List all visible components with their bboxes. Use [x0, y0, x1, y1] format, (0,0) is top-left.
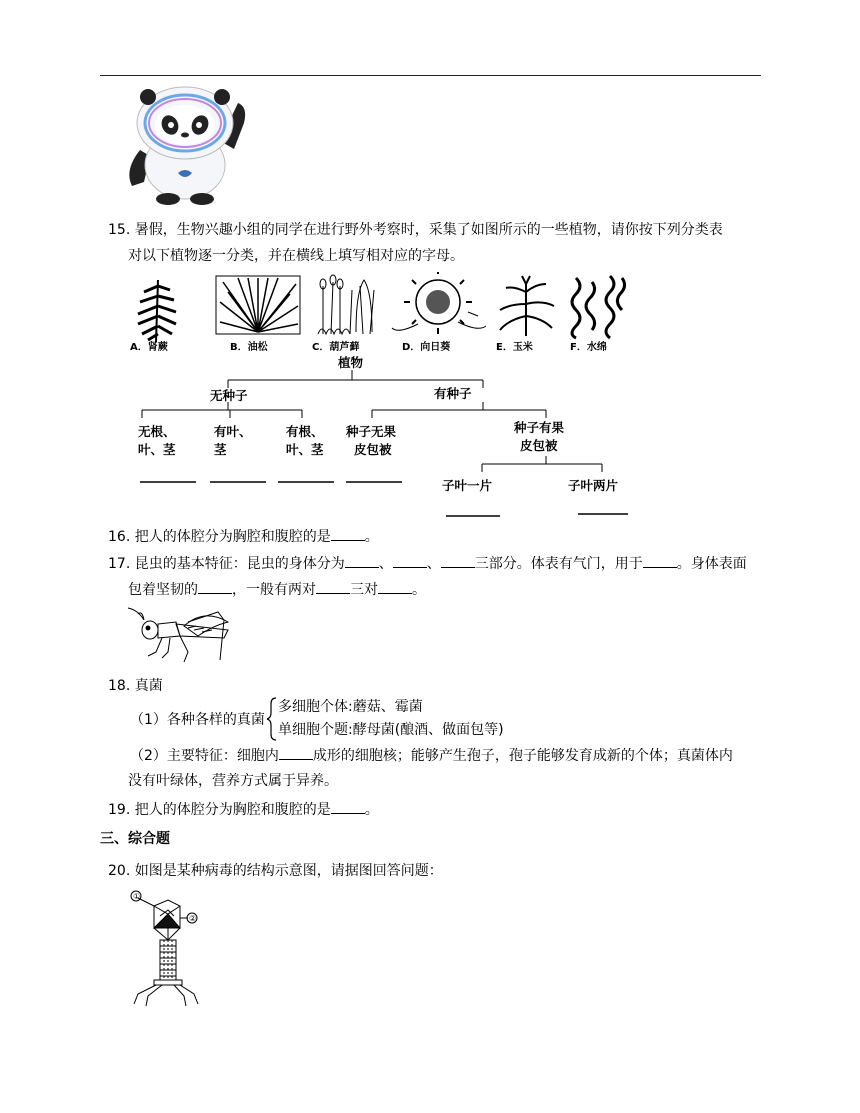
answer-blank[interactable] [378, 579, 412, 594]
q18-s1: （1）各种各样的真菌 [130, 712, 265, 728]
tree-r2-a: 种子有果 [514, 420, 565, 435]
answer-blank[interactable] [331, 526, 365, 541]
q18-branch2: 单细胞个题:酵母菌(酿酒、做面包等) [278, 722, 504, 738]
q20-line: 20. 如图是某种病毒的结构示意图，请据图回答问题： [108, 863, 443, 879]
q15-line2: 对以下植物逐一分类，并在横线上填写相对应的字母。 [128, 248, 464, 264]
tree-l1-b: 叶、茎 [138, 442, 176, 457]
tree-l2-b: 茎 [214, 442, 227, 457]
plant-caption-c: C．葫芦藓 [312, 342, 360, 353]
answer-blank[interactable] [393, 553, 427, 568]
q19-line: 19. 把人的体腔分为胸腔和腹腔的是 。 [108, 799, 379, 820]
tree-r2-b: 皮包被 [520, 438, 558, 453]
virus-diagram [124, 888, 204, 1010]
corn-image [500, 276, 554, 336]
sunflower-image [392, 272, 486, 334]
plant-caption-b: B．油松 [230, 342, 268, 353]
tree-r1-b: 皮包被 [354, 442, 392, 457]
q17-line1: 17. 昆虫的基本特征：昆虫的身体分为 、 、 三部分。体表有气门，用于 。身体表面 [108, 553, 747, 574]
brace-icon [266, 696, 278, 742]
fern-image [138, 280, 176, 342]
q15-line1: 15. 暑假，生物兴趣小组的同学在进行野外考察时，采集了如图所示的一些植物，请你按下列分类表 [108, 222, 723, 238]
spirogyra-image [572, 276, 625, 338]
tree-l3-b: 叶、茎 [286, 442, 324, 457]
tree-dicot: 子叶两片 [568, 478, 619, 493]
tree-monocot: 子叶一片 [442, 478, 493, 493]
tree-l2-a: 有叶、 [214, 424, 252, 439]
header-rule [100, 75, 761, 76]
plant-caption-f: F．水绵 [570, 342, 607, 353]
plant-caption-a: A．肾蕨 [130, 342, 168, 353]
label-1: ① [133, 892, 141, 901]
tree-has-seed: 有种子 [434, 386, 472, 401]
tree-no-seed: 无种子 [210, 388, 248, 403]
mascot-image [120, 85, 255, 205]
tree-r1-a: 种子无果 [346, 424, 397, 439]
section-heading: 三、综合题 [100, 831, 170, 847]
answer-blank[interactable] [331, 799, 365, 814]
plant-caption-e: E．玉米 [496, 342, 533, 353]
answer-blank[interactable] [643, 553, 677, 568]
tree-root: 植物 [338, 355, 364, 370]
q18-s2-line1: （2）主要特征：细胞内 成形的细胞核；能够产生孢子，孢子能够发育成新的个体；真菌体内 [130, 745, 733, 766]
answer-blank[interactable] [198, 579, 232, 594]
classification-tree [128, 352, 648, 524]
answer-blank[interactable] [345, 553, 379, 568]
answer-blank[interactable] [279, 745, 313, 760]
q18-line1: 18. 真菌 [108, 678, 163, 694]
label-2: ② [189, 914, 197, 923]
q18-s2-line2: 没有叶绿体，营养方式属于异养。 [128, 773, 338, 789]
pine-image [216, 276, 300, 334]
answer-blank[interactable] [316, 579, 350, 594]
answer-blank[interactable] [441, 553, 475, 568]
plant-caption-d: D．向日葵 [402, 342, 451, 353]
q16-line: 16. 把人的体腔分为胸腔和腹腔的是 。 [108, 526, 379, 547]
tree-l1-a: 无根、 [138, 424, 176, 439]
moss-image [318, 275, 374, 334]
grasshopper-image [124, 606, 236, 664]
q18-branch1: 多细胞个体:蘑菇、霉菌 [278, 699, 423, 715]
tree-l3-a: 有根、 [286, 424, 324, 439]
plant-images [128, 272, 638, 362]
q17-line2: 包着坚韧的 ，一般有两对 三对 。 [128, 579, 426, 600]
